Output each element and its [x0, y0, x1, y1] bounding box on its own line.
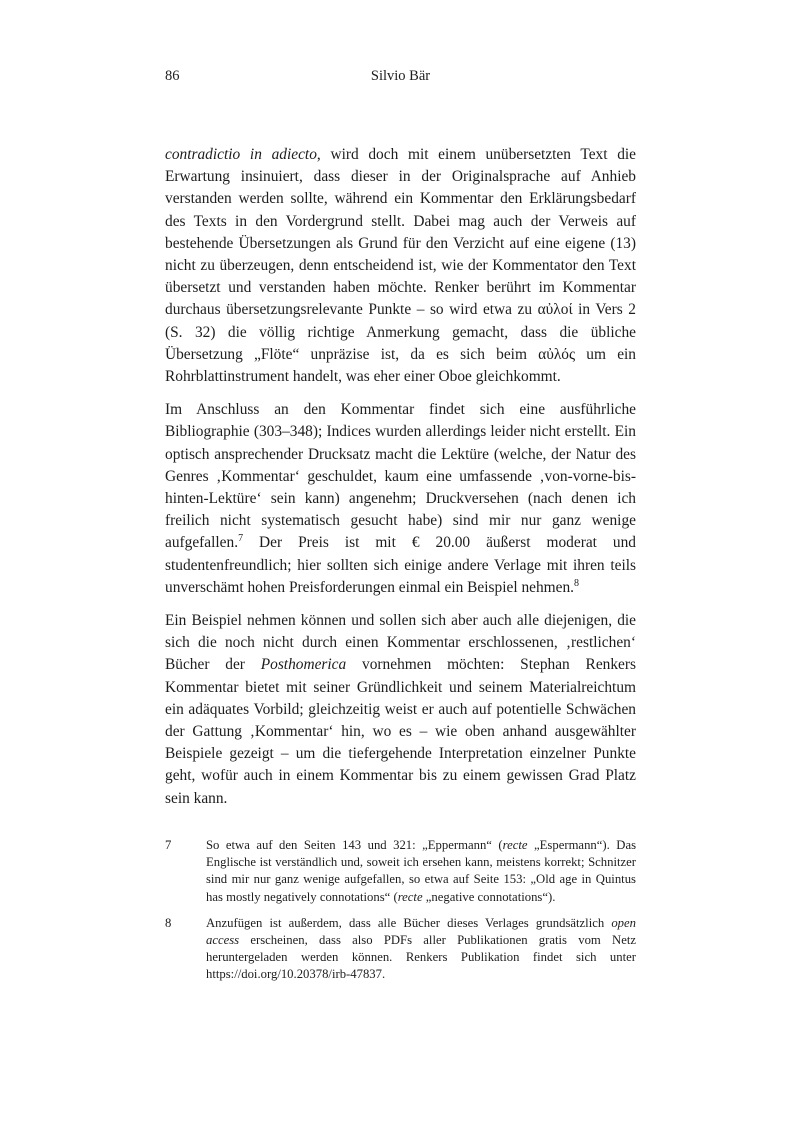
- body-paragraph: [165, 144, 636, 388]
- text-run: recte: [397, 889, 423, 904]
- text-run: vornehmen möchten: Stephan Renkers Kommentar bietet mit seiner Gründlichkeit und seinem Materialreichtum ein adäquates Vorbild; gleichzeitig weist er auch auf potentielle Schwächen der Gattung ‚Kommentar‘ hin, wo es – wie oben anhand ausgewählter Beispiele gezeigt – um die tiefergehende Interpretation einzelner Punkte geht, wofür auch in einem Kommentar bis zu einem gewissen Grad Platz sein kann.: [165, 656, 636, 807]
- footnote-text: [206, 837, 636, 906]
- body-paragraphs: [165, 144, 636, 810]
- footnote-marker: 8: [574, 577, 580, 589]
- text-run: „negative connotations“).: [422, 889, 556, 904]
- text-run: Ein Beispiel nehmen können und sollen sich aber auch alle diejenigen, die sich die noch nicht durch einen Kommentar erschlossenen, ‚restlichen‘ Bücher der: [165, 612, 636, 674]
- footnotes: [165, 837, 636, 984]
- text-run: Posthomerica: [260, 656, 347, 674]
- text-run: , wird doch mit einem unübersetzten Text die Erwartung insinuiert, dass dieser in der Originalsprache auf Anhieb verstanden werden sollte, während ein Kommentar den Erklärungsbedarf des Texts in den Vordergrund stellt. Dabei mag auch der Verweis auf bestehende Übersetzungen als Grund für den Verzicht auf eine eigene (13) nicht zu überzeugen, denn entscheidend ist, wie der Kommentator den Text übersetzt und verstanden haben möchte. Renker berührt im Kommentar durchaus übersetzungsrelevante Punkte – so wird etwa zu αὐλοί in Vers 2 (S. 32) die völlig richtige Anmerkung gemacht, dass die übliche Übersetzung „Flöte“ unpräzise ist, da es sich beim αὐλός um ein Rohrblattinstrument handelt, was eher einer Oboe gleichkommt.: [165, 146, 636, 386]
- text-run: open access: [206, 915, 636, 947]
- body-paragraph: [165, 610, 636, 810]
- text-run: So etwa auf den Seiten 143 und 321: „Eppermann“ (: [206, 837, 503, 852]
- text-run: Im Anschluss an den Kommentar findet sich eine ausführliche Bibliographie (303–348); Indices wurden allerdings leider nicht erstellt. Ein optisch ansprechender Drucksatz macht die Lektüre (welche, der Natur des Genres ‚Kommentar‘ geschuldet, kaum eine umfassende ‚von-vorne-bis-hinten-Lektüre‘ sein kann) angenehm; Druckversehen (nach denen ich freilich nicht systematisch gesucht habe) sind mir nur ganz wenige aufgefallen.: [165, 401, 636, 552]
- text-run: contradictio in adiecto: [165, 146, 317, 163]
- footnote-marker: 7: [238, 533, 244, 545]
- footnote-number: 8: [165, 915, 172, 930]
- footnote: [165, 837, 636, 906]
- text-run: Anzufügen ist außerdem, dass alle Bücher dieses Verlages grundsätzlich: [206, 915, 612, 930]
- text-run: erscheinen, dass also PDFs aller Publikationen gratis vom Netz heruntergeladen werden können. Renkers Publikation findet sich unter https://doi.org/10.20378/irb-47837.: [206, 932, 636, 982]
- body-paragraph: [165, 399, 636, 599]
- footnote: [165, 915, 636, 984]
- footnote-number: 7: [165, 837, 172, 852]
- text-run: recte: [502, 837, 528, 852]
- text-run: „Espermann“). Das Englische ist verständlich und, soweit ich ersehen kann, meistens korrekt; Schnitzer sind mir nur ganz wenige aufgefallen, so etwa auf Seite 153: „Old age in Quintus has mostly negatively connotations“ (: [206, 837, 637, 904]
- text-run: Der Preis ist mit € 20.00 äußerst moderat und studentenfreundlich; hier sollten sich einige andere Verlage mit ihren teils unverschämt hohen Preisforderungen einmal ein Beispiel nehmen.: [165, 534, 636, 596]
- page-number: 86: [165, 68, 180, 84]
- footnote-text: [206, 915, 636, 984]
- running-title-author: Silvio Bär: [370, 68, 431, 84]
- page-content: [165, 68, 636, 993]
- running-header: [165, 68, 636, 88]
